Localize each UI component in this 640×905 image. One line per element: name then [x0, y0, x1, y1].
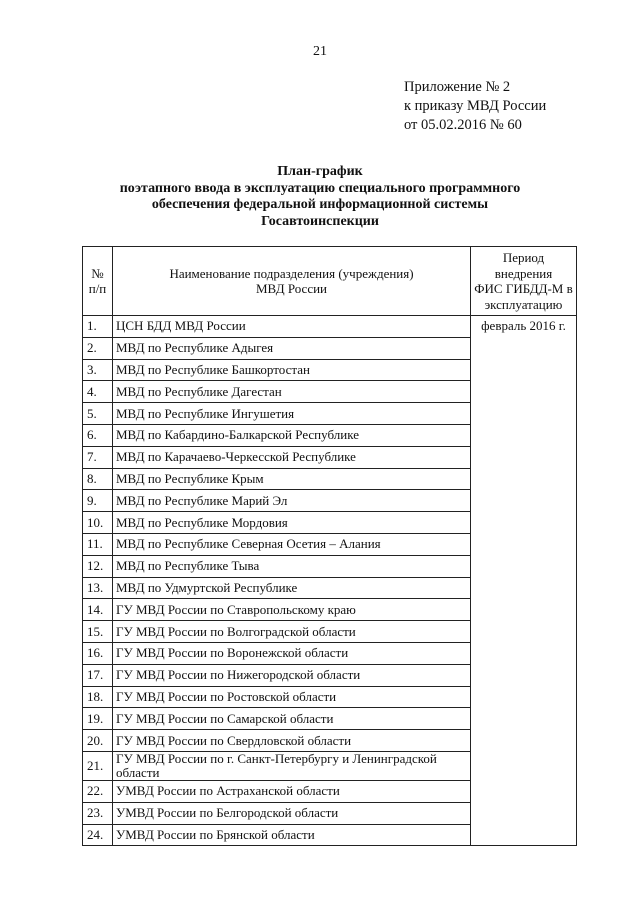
- row-number: 9.: [83, 490, 113, 512]
- row-unit-name: ГУ МВД России по Нижегородской области: [113, 664, 471, 686]
- row-number: 24.: [83, 824, 113, 846]
- row-number: 2.: [83, 337, 113, 359]
- page-number: 21: [313, 44, 327, 59]
- row-number: 11.: [83, 533, 113, 555]
- row-number: 16.: [83, 642, 113, 664]
- row-number: 19.: [83, 708, 113, 730]
- row-number: 13.: [83, 577, 113, 599]
- row-number: 6.: [83, 424, 113, 446]
- row-unit-name: МВД по Республике Дагестан: [113, 381, 471, 403]
- table-body: [83, 316, 577, 846]
- appendix-block: [404, 78, 546, 135]
- row-unit-name: МВД по Республике Северная Осетия – Алания: [113, 533, 471, 555]
- row-number: 17.: [83, 664, 113, 686]
- document-title: [0, 164, 640, 230]
- row-number: 3.: [83, 359, 113, 381]
- appendix-title: Приложение № 2: [404, 79, 511, 95]
- title-line-3: обеспечения федеральной информационной системы: [151, 197, 489, 212]
- header-num: № п/п: [83, 247, 113, 316]
- row-unit-name: МВД по Республике Башкортостан: [113, 359, 471, 381]
- row-number: 7.: [83, 446, 113, 468]
- row-unit-name: МВД по Карачаево-Черкесской Республике: [113, 446, 471, 468]
- row-number: 14.: [83, 599, 113, 621]
- row-unit-name: ГУ МВД России по Воронежской области: [113, 642, 471, 664]
- row-unit-name: УМВД России по Брянской области: [113, 824, 471, 846]
- table-row: [83, 316, 577, 338]
- period-value: февраль 2016 г.: [471, 316, 577, 846]
- row-unit-name: ГУ МВД России по Свердловской области: [113, 730, 471, 752]
- title-line-4: Госавтоинспекции: [261, 213, 379, 229]
- title-line-1: План-график: [277, 164, 363, 179]
- appendix-order-ref: к приказу МВД России: [404, 98, 547, 114]
- row-number: 1.: [83, 316, 113, 338]
- header-period: Период внедрения ФИС ГИБДД-М в эксплуатацию: [471, 247, 577, 316]
- row-number: 23.: [83, 802, 113, 824]
- row-unit-name: МВД по Республике Ингушетия: [113, 403, 471, 425]
- row-number: 8.: [83, 468, 113, 490]
- row-unit-name: МВД по Республике Адыгея: [113, 337, 471, 359]
- row-number: 5.: [83, 403, 113, 425]
- row-unit-name: ГУ МВД России по Самарской области: [113, 708, 471, 730]
- row-number: 10.: [83, 512, 113, 534]
- row-unit-name: УМВД России по Астраханской области: [113, 780, 471, 802]
- row-number: 12.: [83, 555, 113, 577]
- row-unit-name: УМВД России по Белгородской области: [113, 802, 471, 824]
- row-number: 18.: [83, 686, 113, 708]
- row-unit-name: МВД по Республике Крым: [113, 468, 471, 490]
- header-name: Наименование подразделения (учреждения) МВД России: [113, 247, 471, 316]
- schedule-table: [82, 246, 577, 846]
- row-unit-name: МВД по Удмуртской Республике: [113, 577, 471, 599]
- title-line-2: поэтапного ввода в эксплуатацию специального программного: [119, 180, 521, 196]
- row-unit-name: МВД по Республике Марий Эл: [113, 490, 471, 512]
- row-number: 22.: [83, 780, 113, 802]
- row-number: 4.: [83, 381, 113, 403]
- row-number: 15.: [83, 621, 113, 643]
- row-unit-name: ГУ МВД России по Волгоградской области: [113, 621, 471, 643]
- row-number: 20.: [83, 730, 113, 752]
- appendix-order-date: от 05.02.2016 № 60: [404, 117, 522, 133]
- row-unit-name: ГУ МВД России по г. Санкт-Петербургу и Ленинградской области: [113, 751, 471, 780]
- row-unit-name: МВД по Республике Тыва: [113, 555, 471, 577]
- row-number: 21.: [83, 751, 113, 780]
- table-header-row: [83, 247, 577, 316]
- row-unit-name: ГУ МВД России по Ставропольскому краю: [113, 599, 471, 621]
- row-unit-name: ГУ МВД России по Ростовской области: [113, 686, 471, 708]
- row-unit-name: ЦСН БДД МВД России: [113, 316, 471, 338]
- row-unit-name: МВД по Кабардино-Балкарской Республике: [113, 424, 471, 446]
- row-unit-name: МВД по Республике Мордовия: [113, 512, 471, 534]
